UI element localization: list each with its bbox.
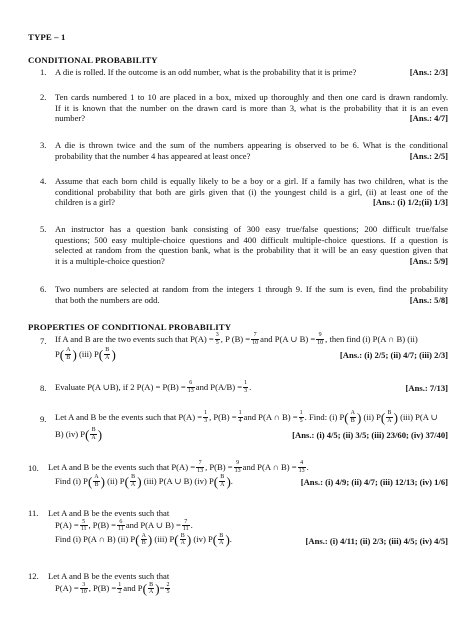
question-number: 2.	[40, 92, 47, 102]
question-text: that both the numbers are odd.	[55, 294, 160, 305]
question-4	[28, 176, 448, 208]
question-number: 9.	[40, 414, 47, 424]
fraction: $\frac{7}{11}$	[182, 518, 189, 533]
question-text: questions; 500 easy multiple-choice questions and 400 difficult multiple-choice questions. If a question is	[55, 234, 448, 245]
answer: [Ans.: (i) 4/11; (ii) 2/3; (iii) 4/5; (iv) 4/5]	[305, 535, 448, 546]
question-number: 8.	[40, 383, 47, 393]
question-text: selected at random from the question bank, what is the probability that it will be an easy question given that	[55, 245, 448, 256]
fraction: $\frac{5}{11}$	[80, 518, 87, 533]
fraction: $\frac{B}{A}$	[91, 427, 96, 441]
fraction: $\frac{B}{A}$	[130, 474, 136, 488]
fraction: $\frac{1}{3}$	[204, 410, 208, 424]
question-text: A die is rolled. If the outcome is an odd number, what is the probability that it is prime?	[55, 67, 357, 77]
fraction: $\frac{7}{13}$	[197, 460, 204, 474]
fraction: $\frac{1}{4}$	[238, 410, 242, 424]
fraction: $\frac{1}{5}$	[299, 410, 303, 424]
question-number: 7.	[40, 336, 47, 346]
question-3	[28, 140, 448, 161]
fraction: $\frac{A}{B}$	[94, 474, 99, 488]
question-text: Ten cards numbered 1 to 10 are placed in a box, mixed up thoroughly and then one card is drawn randomly.	[55, 92, 448, 102]
type-heading: TYPE – 1	[28, 32, 66, 42]
fraction: $\frac{B}{A}$	[387, 410, 392, 424]
question-text: probability that the number 4 has appeared at least once?	[55, 150, 251, 161]
question-text: Let A and B be the events such that	[48, 571, 170, 581]
fraction: $\frac{B}{A}$	[219, 532, 224, 547]
fraction: $\frac{2}{5}$	[166, 581, 170, 596]
question-text: Let A and B be the events such that	[48, 508, 170, 518]
fraction: $\frac{1}{2}$	[118, 581, 122, 596]
question-number: 10.	[28, 463, 39, 473]
section-heading-conditional: CONDITIONAL PROBABILITY	[28, 55, 158, 65]
question-9: 9. Let A and B be the events such that P(A) = $\frac{1}{3}$ , P(B) = $\frac{1}{4}$ and P(A ∩ B) = $\frac{1}{5}$ . Find: (i) P ( $\frac{A}{B}$ ) (ii) P ( $\frac{B}{A}$ ) (iii) P(A ∪ B) (iv) P ( $\frac{B}{A}$ ) [Ans.: (i) 4/5; (ii) 3/5; (iii) 23/60; (iv) 37/40]	[40, 409, 448, 442]
question-number: 6.	[40, 284, 47, 294]
question-5	[28, 224, 448, 267]
fraction: $\frac{B}{A}$	[180, 532, 185, 547]
question-number: 5.	[40, 224, 47, 234]
question-number: 3.	[40, 140, 47, 150]
fraction: $\frac{B}{A}$	[148, 581, 154, 596]
question-number: 4.	[40, 176, 47, 186]
question-text: number?	[55, 113, 86, 124]
question-number: 12.	[28, 571, 39, 581]
question-text: it is a multiple-choice question?	[55, 256, 165, 267]
answer: [Ans.: 2/5]	[409, 150, 448, 161]
question-2	[28, 92, 448, 124]
question-text: conditional probability that both are girls given that (i) the youngest child is a girl, (ii) at least one of the	[55, 186, 448, 197]
fraction: $\frac{6}{13}$	[187, 380, 194, 394]
question-text: Two numbers are selected at random from the integers 1 through 9. If the sum is even, find the probability	[55, 284, 448, 294]
fraction: $\frac{9}{13}$	[234, 460, 241, 474]
answer: [Ans.: (i) 2/5; (ii) 4/7; (iii) 2/3]	[339, 350, 448, 360]
question-8: 8. Evaluate P(A ∪B), if 2 P(A) = P(B) = $\frac{6}{13}$ and P(A/B) = $\frac{1}{3}$ . [Ans.: 7/13]	[40, 380, 448, 394]
question-text: A die is thrown twice and the sum of the numbers appearing is observed to be 6. What is the conditional	[55, 140, 448, 150]
fraction: $\frac{B}{A}$	[220, 474, 225, 488]
question-12: 12. Let A and B be the events such that P(A) = $\frac{3}{10}$ , P(B) = $\frac{1}{2}$ and P ( $\frac{B}{A}$ ) = $\frac{2}{5}$	[28, 571, 448, 598]
question-7: 7. If A and B are the two events such that P(A) = $\frac{3}{5}$ , P (B) = $\frac{7}{10}$ and P(A ∪ B) = $\frac{9}{10}$ , then find (i) P(A ∩ B) (ii) P ( $\frac{A}{B}$ ) (iii) P ( $\frac{B}{A}$ ) [Ans.: (i) 2/5; (ii) 4/7; (iii) 2/3]	[40, 332, 448, 362]
fraction: $\frac{A}{B}$	[141, 532, 146, 547]
fraction: $\frac{B}{A}$	[105, 347, 110, 361]
fraction: $\frac{9}{10}$	[317, 332, 324, 346]
question-11: 11. Let A and B be the events such that P(A) = $\frac{5}{11}$ , P(B) = $\frac{6}{11}$ and P(A ∪ B) = $\frac{7}{11}$ . Find (i) P(A ∩ B) (ii) P ( $\frac{A}{B}$ ) (iii) P ( $\frac{B}{A}$ ) (iv) P ( $\frac{B}{A}$ ) . [Ans.: (i) 4/11; (ii) 2/3; (iii) 4/5; (iv) 4/5]	[28, 508, 448, 548]
question-text: If it is known that the number on the drawn card is more than 3, what is the probability that it is an even	[55, 102, 448, 113]
fraction: $\frac{3}{5}$	[215, 332, 219, 346]
question-10: 10. Let A and B be the events such that P(A) = $\frac{7}{13}$ , P(B) = $\frac{9}{13}$ and P(A ∩ B) = $\frac{4}{13}$ . Find (i) P ( $\frac{A}{B}$ ) (ii) P ( $\frac{B}{A}$ ) (iii) P(A ∪ B) (iv) P ( $\frac{B}{A}$ ) . [Ans.: (i) 4/9; (ii) 4/7; (iii) 12/13; (iv) 1/6]	[28, 460, 448, 489]
question-1	[28, 67, 448, 78]
fraction: $\frac{A}{B}$	[66, 347, 71, 361]
fraction: $\frac{7}{10}$	[252, 332, 259, 346]
question-text: children is a girl?	[55, 197, 115, 208]
question-6	[28, 284, 448, 305]
answer: [Ans.: 5/9]	[409, 256, 448, 267]
answer: [Ans.: 4/7]	[409, 113, 448, 124]
answer: [Ans.: (i) 4/5; (ii) 3/5; (iii) 23/60; (iv) 37/40]	[292, 430, 448, 440]
fraction: $\frac{3}{10}$	[80, 581, 87, 596]
fraction: $\frac{1}{3}$	[244, 380, 248, 394]
fraction: $\frac{4}{13}$	[298, 460, 305, 474]
question-number: 11.	[28, 508, 39, 518]
answer: [Ans.: 2/3]	[409, 67, 448, 77]
answer: [Ans.: 5/8]	[409, 294, 448, 305]
answer: [Ans.: 7/13]	[405, 383, 448, 393]
answer: [Ans.: (i) 4/9; (ii) 4/7; (iii) 12/13; (iv) 1/6]	[300, 477, 448, 487]
answer: [Ans.: (i) 1/2;(ii) 1/3]	[373, 197, 448, 208]
fraction: $\frac{6}{11}$	[118, 518, 124, 533]
question-text: An instructor has a question bank consisting of 300 easy true/false questions; 200 difficult true/false	[55, 224, 448, 234]
question-text: Assume that each born child is equally likely to be a boy or a girl. If a family has two children, what is the	[55, 176, 448, 186]
question-number: 1.	[40, 67, 47, 77]
fraction: $\frac{A}{B}$	[350, 410, 355, 424]
section-heading-properties: PROPERTIES OF CONDITIONAL PROBABILITY	[28, 322, 232, 332]
